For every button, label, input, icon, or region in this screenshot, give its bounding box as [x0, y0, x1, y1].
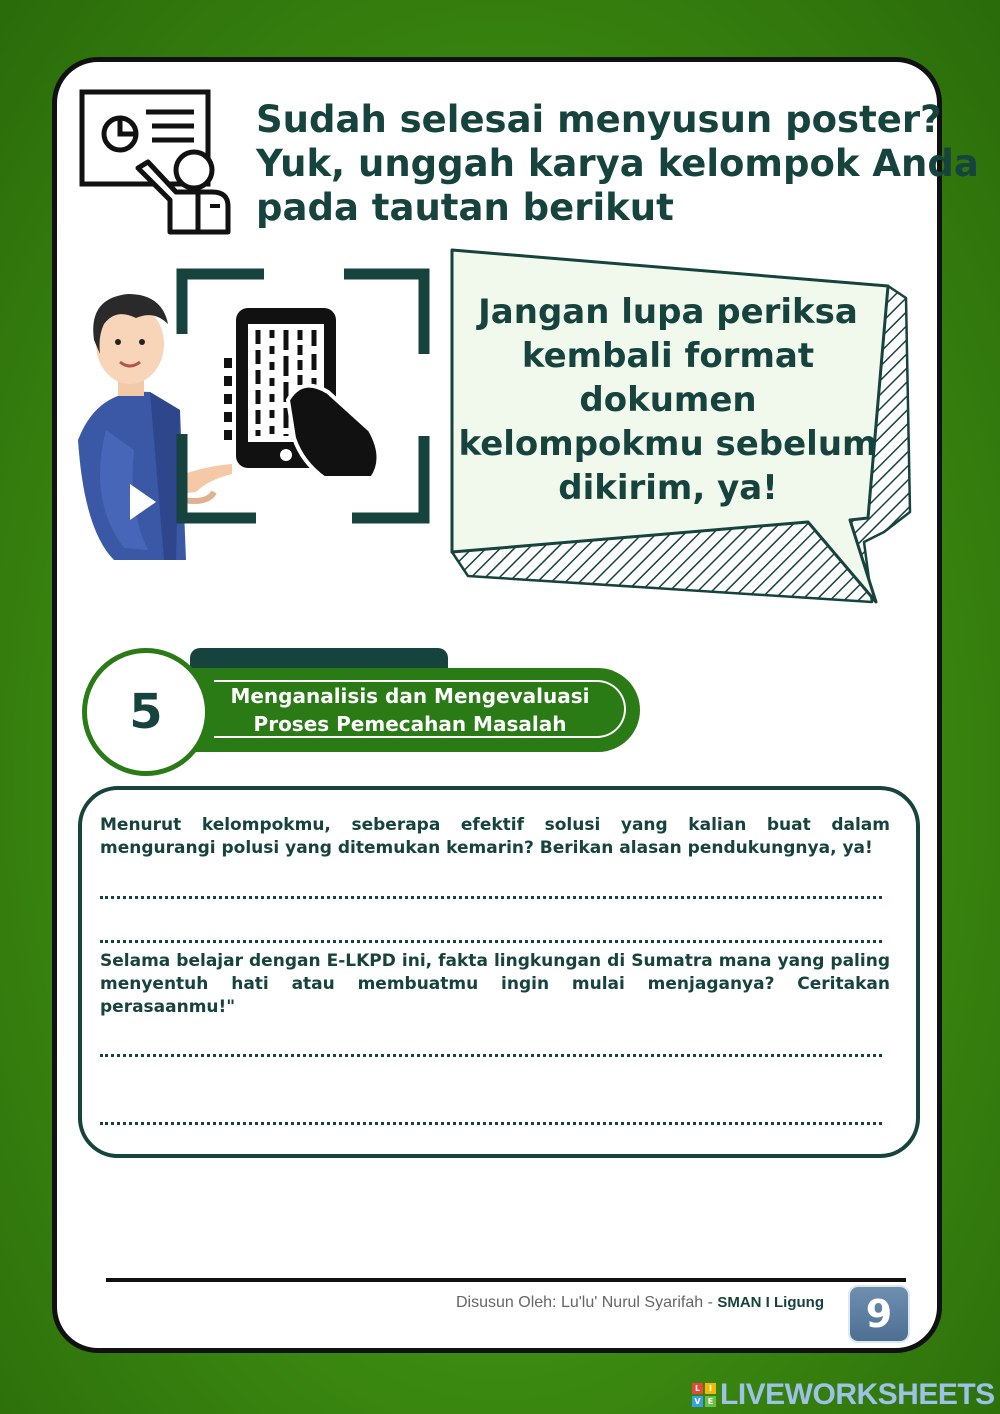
presenter-icon — [78, 88, 234, 236]
logo-tile-v: V — [692, 1396, 703, 1407]
logo-grid-icon — [692, 1383, 716, 1407]
footer-divider — [106, 1278, 906, 1282]
answer-line-2[interactable] — [100, 938, 882, 943]
headline-line-1: Sudah selesai menyusun poster? — [256, 98, 942, 141]
section-title-line-1: Menganalisis dan Mengevaluasi — [230, 684, 590, 708]
question-2: Selama belajar dengan E-LKPD ini, fakta lingkungan di Sumatra mana yang paling menyentuh hati atau membuatmu ingin mulai menjaganya? Ceritakan perasaanmu!" — [100, 951, 890, 1017]
answer-line-1[interactable] — [100, 894, 882, 899]
footer-credit — [300, 1294, 824, 1312]
bubble-line-1: Jangan lupa periksa — [478, 292, 858, 332]
author-credit: Disusun Oleh: Lu'lu' Nurul Syarifah - — [456, 1294, 718, 1311]
headline — [256, 98, 979, 230]
bubble-message — [458, 290, 878, 510]
bubble-line-2: kembali format — [521, 336, 815, 376]
bubble-line-4: kelompokmu sebelum — [458, 424, 878, 464]
page-number-badge: 9 — [848, 1285, 910, 1343]
headline-line-2: Yuk, unggah karya kelompok Anda — [256, 142, 979, 185]
bubble-line-5: dikirim, ya! — [558, 468, 778, 508]
answer-line-3[interactable] — [100, 1052, 882, 1057]
logo-tile-e: E — [705, 1396, 716, 1407]
bubble-line-3: dokumen — [579, 380, 757, 420]
section-title-line-2: Proses Pemecahan Masalah — [253, 712, 567, 736]
question-1: Menurut kelompokmu, seberapa efektif solusi yang kalian buat dalam mengurangi polusi yang ditemukan kemarin? Berikan alasan pendukungnya, ya! — [100, 815, 890, 858]
liveworksheets-logo[interactable] — [692, 1378, 995, 1412]
phone-scan-icon — [176, 268, 432, 526]
logo-text: LIVEWORKSHEETS — [720, 1378, 995, 1411]
logo-tile-i: I — [705, 1383, 716, 1394]
section-title — [200, 682, 620, 738]
step-number: 5 — [82, 648, 210, 776]
school-name: SMAN I Ligung — [717, 1294, 824, 1311]
headline-line-3: pada tautan berikut — [256, 186, 674, 229]
logo-tile-l: L — [692, 1383, 703, 1394]
answer-line-4[interactable] — [100, 1120, 882, 1125]
